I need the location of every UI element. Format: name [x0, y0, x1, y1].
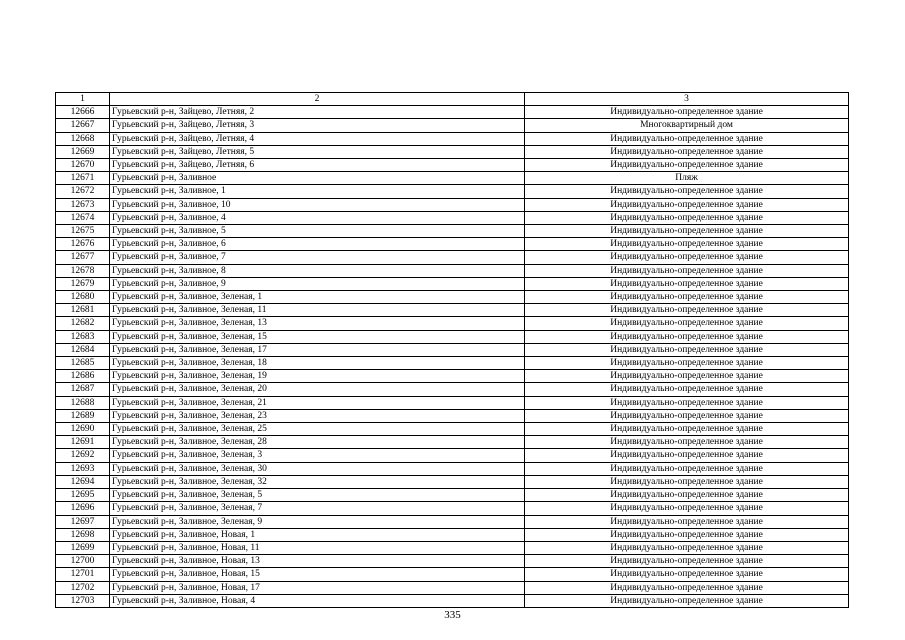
address-cell: Гурьевский р-н, Заливное	[110, 172, 525, 185]
column-header-3: 3	[525, 93, 849, 106]
address-cell: Гурьевский р-н, Заливное, Новая, 11	[110, 541, 525, 554]
row-number-cell: 12685	[56, 357, 110, 370]
object-type-cell: Индивидуально-определенное здание	[525, 225, 849, 238]
address-cell: Гурьевский р-н, Заливное, Зеленая, 9	[110, 515, 525, 528]
object-type-cell: Индивидуально-определенное здание	[525, 132, 849, 145]
object-type-cell: Индивидуально-определенное здание	[525, 555, 849, 568]
table-row	[56, 528, 849, 541]
table-row	[56, 594, 849, 607]
object-type-cell: Индивидуально-определенное здание	[525, 343, 849, 356]
object-type-cell: Индивидуально-определенное здание	[525, 159, 849, 172]
object-type-cell: Индивидуально-определенное здание	[525, 515, 849, 528]
row-number-cell: 12699	[56, 541, 110, 554]
address-cell: Гурьевский р-н, Заливное, Зеленая, 19	[110, 370, 525, 383]
address-cell: Гурьевский р-н, Заливное, Зеленая, 25	[110, 423, 525, 436]
address-cell: Гурьевский р-н, Заливное, Новая, 17	[110, 581, 525, 594]
column-header-1: 1	[56, 93, 110, 106]
address-cell: Гурьевский р-н, Заливное, Зеленая, 20	[110, 383, 525, 396]
table-row	[56, 475, 849, 488]
table-row	[56, 555, 849, 568]
address-cell: Гурьевский р-н, Заливное, Зеленая, 28	[110, 436, 525, 449]
object-type-cell: Индивидуально-определенное здание	[525, 370, 849, 383]
table-row	[56, 449, 849, 462]
data-table	[55, 92, 849, 608]
row-number-cell: 12692	[56, 449, 110, 462]
table-row	[56, 304, 849, 317]
address-cell: Гурьевский р-н, Заливное, 8	[110, 264, 525, 277]
address-cell: Гурьевский р-н, Зайцево, Летняя, 6	[110, 159, 525, 172]
table-row	[56, 436, 849, 449]
address-cell: Гурьевский р-н, Заливное, Зеленая, 5	[110, 489, 525, 502]
row-number-cell: 12679	[56, 277, 110, 290]
row-number-cell: 12670	[56, 159, 110, 172]
table-row	[56, 330, 849, 343]
table-row	[56, 502, 849, 515]
table-row	[56, 317, 849, 330]
table-row	[56, 211, 849, 224]
table-row	[56, 568, 849, 581]
object-type-cell: Индивидуально-определенное здание	[525, 357, 849, 370]
row-number-cell: 12683	[56, 330, 110, 343]
object-type-cell: Индивидуально-определенное здание	[525, 330, 849, 343]
address-cell: Гурьевский р-н, Заливное, 9	[110, 277, 525, 290]
row-number-cell: 12690	[56, 423, 110, 436]
object-type-cell: Индивидуально-определенное здание	[525, 317, 849, 330]
row-number-cell: 12682	[56, 317, 110, 330]
row-number-cell: 12671	[56, 172, 110, 185]
table-row	[56, 159, 849, 172]
table-row	[56, 185, 849, 198]
row-number-cell: 12680	[56, 291, 110, 304]
row-number-cell: 12677	[56, 251, 110, 264]
table-row	[56, 383, 849, 396]
page-number: 335	[444, 609, 461, 621]
address-cell: Гурьевский р-н, Заливное, 7	[110, 251, 525, 264]
address-cell: Гурьевский р-н, Заливное, Зеленая, 7	[110, 502, 525, 515]
object-type-cell: Индивидуально-определенное здание	[525, 277, 849, 290]
table-row	[56, 541, 849, 554]
address-cell: Гурьевский р-н, Заливное, 5	[110, 225, 525, 238]
address-cell: Гурьевский р-н, Заливное, 4	[110, 211, 525, 224]
table-row	[56, 291, 849, 304]
object-type-cell: Индивидуально-определенное здание	[525, 489, 849, 502]
object-type-cell: Индивидуально-определенное здание	[525, 449, 849, 462]
object-type-cell: Индивидуально-определенное здание	[525, 211, 849, 224]
address-cell: Гурьевский р-н, Заливное, Зеленая, 3	[110, 449, 525, 462]
object-type-cell: Индивидуально-определенное здание	[525, 462, 849, 475]
table-row	[56, 357, 849, 370]
address-cell: Гурьевский р-н, Заливное, Зеленая, 17	[110, 343, 525, 356]
table-row	[56, 277, 849, 290]
row-number-cell: 12697	[56, 515, 110, 528]
address-cell: Гурьевский р-н, Зайцево, Летняя, 4	[110, 132, 525, 145]
row-number-cell: 12676	[56, 238, 110, 251]
object-type-cell: Индивидуально-определенное здание	[525, 396, 849, 409]
row-number-cell: 12673	[56, 198, 110, 211]
row-number-cell: 12681	[56, 304, 110, 317]
table-row	[56, 119, 849, 132]
object-type-cell: Индивидуально-определенное здание	[525, 145, 849, 158]
row-number-cell: 12700	[56, 555, 110, 568]
table-row	[56, 489, 849, 502]
object-type-cell: Индивидуально-определенное здание	[525, 264, 849, 277]
object-type-cell: Индивидуально-определенное здание	[525, 106, 849, 119]
object-type-cell: Индивидуально-определенное здание	[525, 541, 849, 554]
object-type-cell: Индивидуально-определенное здание	[525, 423, 849, 436]
object-type-cell: Индивидуально-определенное здание	[525, 528, 849, 541]
object-type-cell: Индивидуально-определенное здание	[525, 436, 849, 449]
row-number-cell: 12694	[56, 475, 110, 488]
object-type-cell: Индивидуально-определенное здание	[525, 581, 849, 594]
row-number-cell: 12703	[56, 594, 110, 607]
row-number-cell: 12689	[56, 409, 110, 422]
object-type-cell: Индивидуально-определенное здание	[525, 568, 849, 581]
row-number-cell: 12674	[56, 211, 110, 224]
row-number-cell: 12688	[56, 396, 110, 409]
table-row	[56, 343, 849, 356]
row-number-cell: 12686	[56, 370, 110, 383]
table-row	[56, 409, 849, 422]
address-cell: Гурьевский р-н, Заливное, Новая, 13	[110, 555, 525, 568]
address-cell: Гурьевский р-н, Заливное, Зеленая, 21	[110, 396, 525, 409]
row-number-cell: 12684	[56, 343, 110, 356]
object-type-cell: Многоквартирный дом	[525, 119, 849, 132]
object-type-cell: Индивидуально-определенное здание	[525, 304, 849, 317]
table-row	[56, 264, 849, 277]
object-type-cell: Индивидуально-определенное здание	[525, 409, 849, 422]
row-number-cell: 12698	[56, 528, 110, 541]
row-number-cell: 12693	[56, 462, 110, 475]
row-number-cell: 12675	[56, 225, 110, 238]
object-type-cell: Индивидуально-определенное здание	[525, 185, 849, 198]
column-header-2: 2	[110, 93, 525, 106]
object-type-cell: Индивидуально-определенное здание	[525, 291, 849, 304]
address-cell: Гурьевский р-н, Зайцево, Летняя, 3	[110, 119, 525, 132]
address-cell: Гурьевский р-н, Заливное, Зеленая, 32	[110, 475, 525, 488]
table-row	[56, 132, 849, 145]
address-cell: Гурьевский р-н, Заливное, Зеленая, 1	[110, 291, 525, 304]
row-number-cell: 12701	[56, 568, 110, 581]
row-number-cell: 12669	[56, 145, 110, 158]
row-number-cell: 12668	[56, 132, 110, 145]
address-cell: Гурьевский р-н, Заливное, Зеленая, 11	[110, 304, 525, 317]
table-row	[56, 106, 849, 119]
row-number-cell: 12691	[56, 436, 110, 449]
row-number-cell: 12666	[56, 106, 110, 119]
row-number-cell: 12667	[56, 119, 110, 132]
table-row	[56, 423, 849, 436]
address-cell: Гурьевский р-н, Зайцево, Летняя, 5	[110, 145, 525, 158]
table-row	[56, 515, 849, 528]
object-type-cell: Индивидуально-определенное здание	[525, 198, 849, 211]
address-cell: Гурьевский р-н, Заливное, Новая, 1	[110, 528, 525, 541]
table-row	[56, 462, 849, 475]
table-row	[56, 225, 849, 238]
table-header-row	[56, 93, 849, 106]
address-cell: Гурьевский р-н, Заливное, Новая, 15	[110, 568, 525, 581]
table-row	[56, 238, 849, 251]
address-cell: Гурьевский р-н, Заливное, 1	[110, 185, 525, 198]
address-cell: Гурьевский р-н, Заливное, Зеленая, 15	[110, 330, 525, 343]
address-cell: Гурьевский р-н, Заливное, Зеленая, 30	[110, 462, 525, 475]
object-type-cell: Индивидуально-определенное здание	[525, 594, 849, 607]
object-type-cell: Индивидуально-определенное здание	[525, 502, 849, 515]
address-cell: Гурьевский р-н, Заливное, 10	[110, 198, 525, 211]
table-row	[56, 198, 849, 211]
table-row	[56, 251, 849, 264]
object-type-cell: Индивидуально-определенное здание	[525, 251, 849, 264]
row-number-cell: 12702	[56, 581, 110, 594]
table-row	[56, 396, 849, 409]
object-type-cell: Индивидуально-определенное здание	[525, 238, 849, 251]
row-number-cell: 12696	[56, 502, 110, 515]
object-type-cell: Индивидуально-определенное здание	[525, 383, 849, 396]
row-number-cell: 12695	[56, 489, 110, 502]
table-row	[56, 370, 849, 383]
address-cell: Гурьевский р-н, Заливное, Зеленая, 13	[110, 317, 525, 330]
table-row	[56, 172, 849, 185]
row-number-cell: 12687	[56, 383, 110, 396]
address-cell: Гурьевский р-н, Заливное, Зеленая, 18	[110, 357, 525, 370]
table-row	[56, 581, 849, 594]
object-type-cell: Пляж	[525, 172, 849, 185]
object-type-cell: Индивидуально-определенное здание	[525, 475, 849, 488]
table-row	[56, 145, 849, 158]
address-cell: Гурьевский р-н, Заливное, Новая, 4	[110, 594, 525, 607]
row-number-cell: 12672	[56, 185, 110, 198]
table-body	[56, 106, 849, 608]
address-cell: Гурьевский р-н, Зайцево, Летняя, 2	[110, 106, 525, 119]
address-cell: Гурьевский р-н, Заливное, Зеленая, 23	[110, 409, 525, 422]
address-cell: Гурьевский р-н, Заливное, 6	[110, 238, 525, 251]
row-number-cell: 12678	[56, 264, 110, 277]
